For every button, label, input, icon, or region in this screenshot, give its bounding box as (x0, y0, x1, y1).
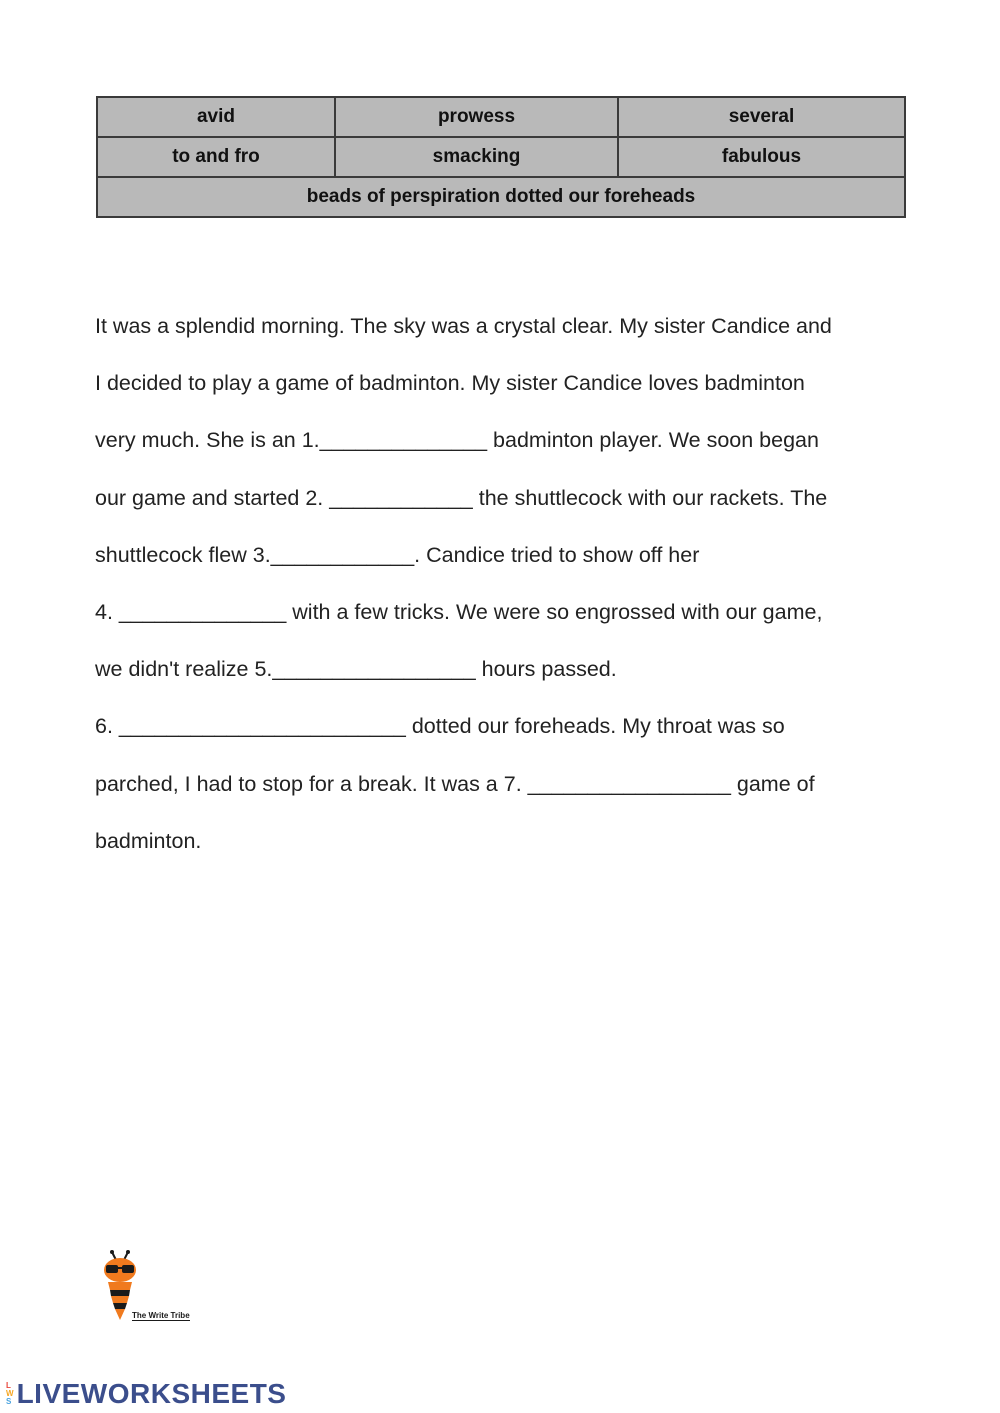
word-bank-cell: prowess (335, 97, 618, 137)
liveworksheets-brand (6, 1376, 286, 1412)
story-line: It was a splendid morning. The sky was a crystal clear. My sister Candice and (95, 314, 832, 338)
brand-name: LIVEWORKSHEETS (16, 1378, 287, 1409)
story-line: parched, I had to stop for a break. It was a 7. _________________ game of (95, 771, 815, 796)
brand-letter: W (6, 1389, 14, 1398)
brand-letter: S (6, 1397, 12, 1406)
story-paragraph (95, 298, 910, 870)
word-bank-row (97, 177, 905, 217)
story-line: I decided to play a game of badminton. My sister Candice loves badminton (95, 371, 805, 396)
story-line: we didn't realize 5._________________ hours passed. (95, 657, 617, 682)
brand-letter: L (6, 1381, 11, 1390)
word-bank-row (97, 97, 905, 137)
story-line: very much. She is an 1.______________ badminton player. We soon began (95, 428, 819, 453)
story-line: badminton. (95, 828, 202, 853)
word-bank-cell: to and fro (97, 137, 335, 177)
word-bank-cell: smacking (335, 137, 618, 177)
brand-letters (6, 1382, 14, 1406)
word-bank-cell-wide: beads of perspiration dotted our foreheads (97, 177, 905, 217)
word-bank-cell: fabulous (618, 137, 905, 177)
story-line: shuttlecock flew 3.____________. Candice tried to show off her (95, 542, 700, 567)
write-tribe-logo (98, 1250, 208, 1326)
word-bank-cell: avid (97, 97, 335, 137)
word-bank-row (97, 137, 905, 177)
story-line: our game and started 2. ____________ the shuttlecock with our rackets. The (95, 485, 828, 510)
word-bank-table (96, 96, 906, 218)
story-line: 6. ________________________ dotted our foreheads. My throat was so (95, 714, 785, 739)
word-bank-cell: several (618, 97, 905, 137)
story-line: 4. ______________ with a few tricks. We were so engrossed with our game, (95, 600, 823, 625)
logo-caption: The Write Tribe (132, 1311, 190, 1320)
